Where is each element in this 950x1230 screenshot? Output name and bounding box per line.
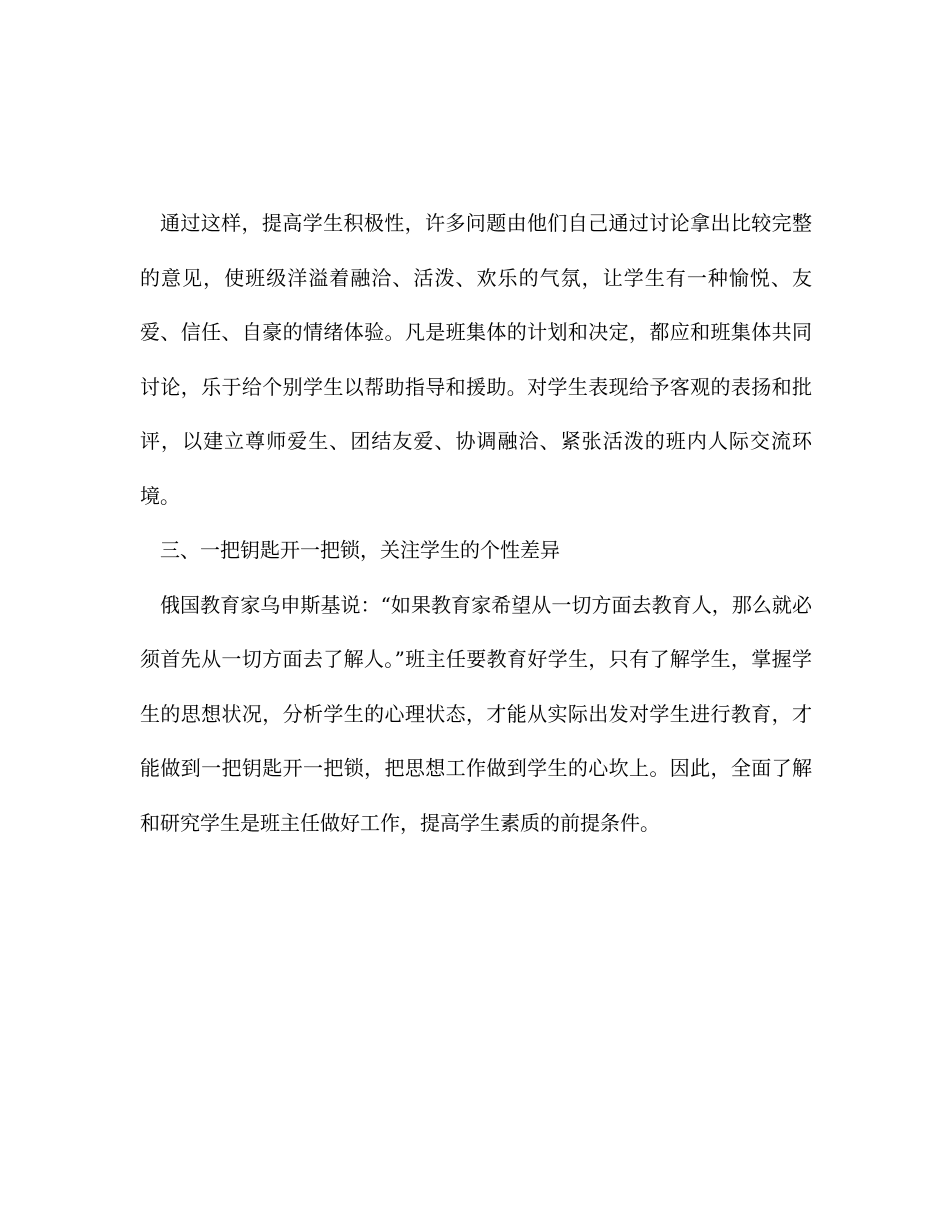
document-body	[140, 196, 812, 850]
paragraph-understanding-students: 俄国教育家乌申斯基说：“如果教育家希望从一切方面去教育人，那么就必须首先从一切方面去了解人。”班主任要教育好学生，只有了解学生，掌握学生的思想状况，分析学生的心理状态，才能从实际出发对学生进行教育，才能做到一把钥匙开一把锁，把思想工作做到学生的心坎上。因此，全面了解和研究学生是班主任做好工作，提高学生素质的前提条件。	[140, 592, 812, 835]
paragraph-class-atmosphere: 通过这样，提高学生积极性，许多问题由他们自己通过讨论拿出比较完整的意见，使班级洋溢着融洽、活泼、欢乐的气氛，让学生有一种愉悦、友爱、信任、自豪的情绪体验。凡是班集体的计划和决定，都应和班集体共同讨论，乐于给个别学生以帮助指导和援助。对学生表现给予客观的表扬和批评，以建立尊师爱生、团结友爱、协调融洽、紧张活泼的班内人际交流环境。	[140, 211, 812, 508]
section-heading-individual-differences: 三、一把钥匙开一把锁，关注学生的个性差异	[160, 538, 560, 562]
